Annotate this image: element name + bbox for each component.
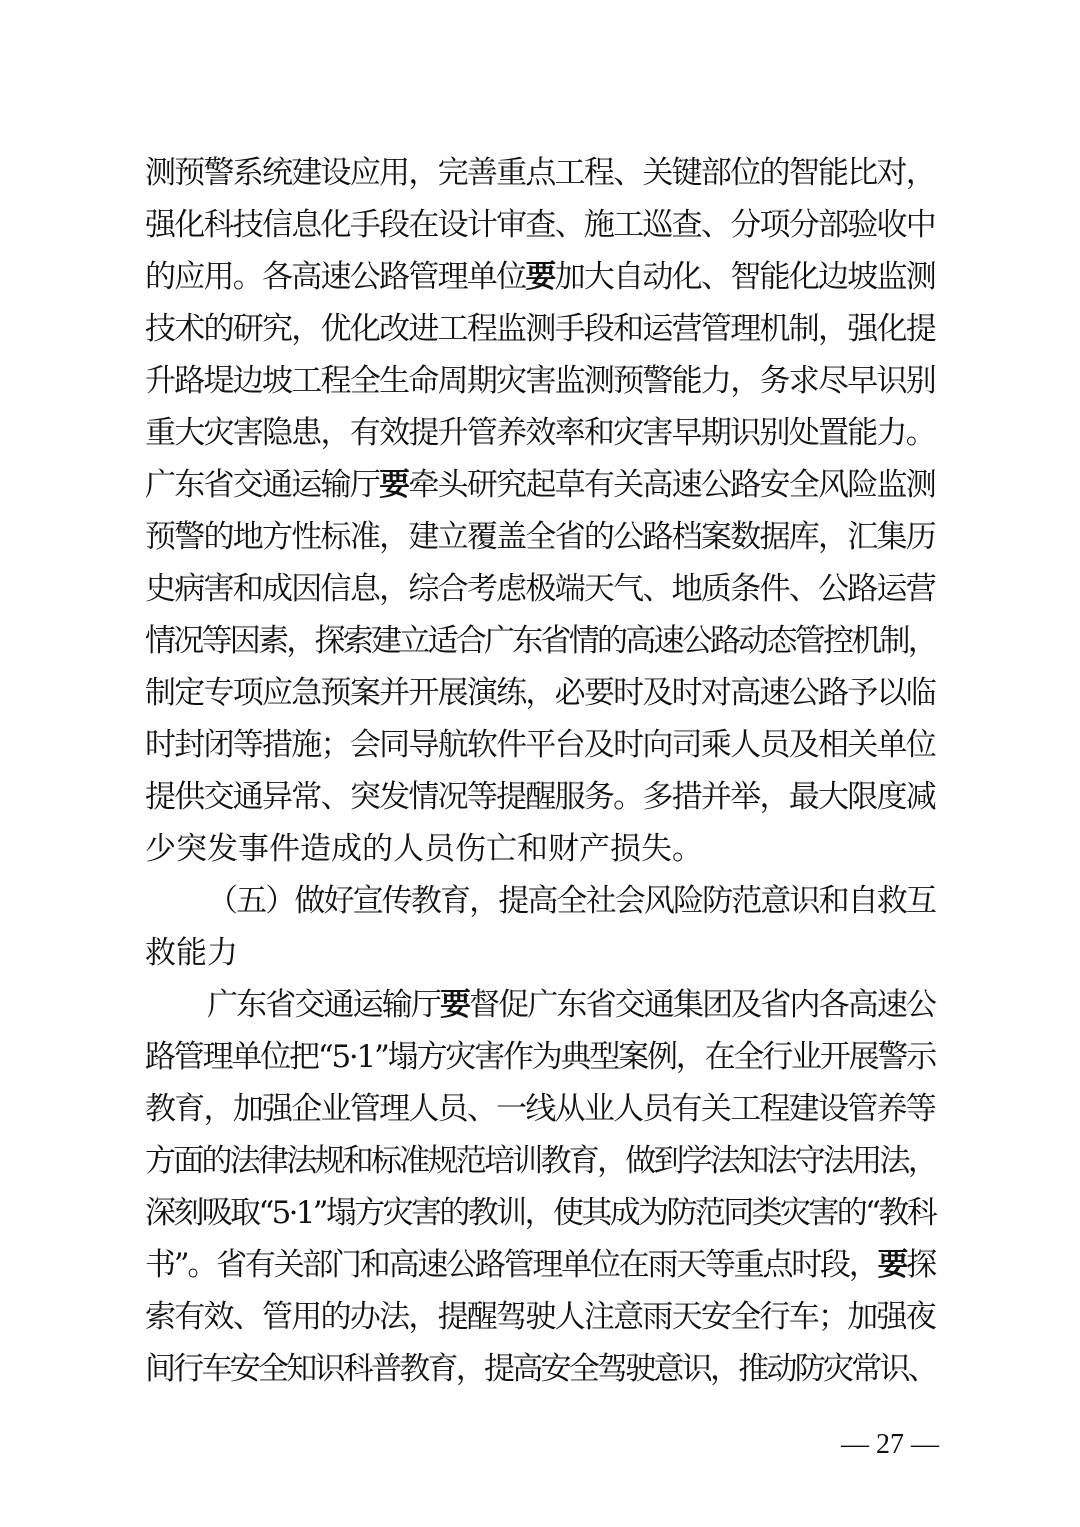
- text-line: 路管理单位把“5·1”塌方灾害作为典型案例，在全行业开展警示: [145, 1039, 935, 1075]
- text-line: 史病害和成因信息，综合考虑极端天气、地质条件、公路运营: [145, 571, 935, 607]
- emphasis-text: 要: [440, 987, 470, 1023]
- text-line: 时封闭等措施；会同导航软件平台及时向司乘人员及相关单位: [145, 727, 935, 763]
- text-segment: 加大自动化、智能化边坡监测: [554, 259, 936, 295]
- text-line: 技术的研究，优化改进工程监测手段和运营管理机制，强化提: [145, 311, 935, 347]
- text-line: 制定专项应急预案并开展演练，必要时及时对高速公路予以临: [145, 675, 935, 711]
- text-line: 教育，加强企业管理人员、一线从业人员有关工程建设管养等: [145, 1091, 935, 1127]
- text-line: 深刻吸取“5·1”塌方灾害的教训，使其成为防范同类灾害的“教科: [145, 1195, 935, 1231]
- text-line: 少突发事件造成的人员伤亡和财产损失。: [145, 831, 703, 867]
- text-segment: 督促广东省交通集团及省内各高速公: [469, 987, 935, 1023]
- page-number: — 27 —: [841, 1429, 939, 1460]
- text-segment: 牵头研究起草有关高速公路安全风险监测: [408, 467, 936, 503]
- text-line: 重大灾害隐患，有效提升管养效率和灾害早期识别处置能力。: [145, 415, 935, 451]
- text-line: [145, 458, 935, 512]
- text-line: 强化科技信息化手段在设计审查、施工巡查、分项分部验收中: [145, 207, 935, 243]
- section-heading: 救能力: [145, 935, 238, 971]
- text-line: 提供交通异常、突发情况等提醒服务。多措并举，最大限度减: [145, 779, 935, 815]
- text-segment: 探: [906, 1247, 935, 1283]
- text-line: 间行车安全知识科普教育，提高安全驾驶意识，推动防灾常识、: [145, 1351, 936, 1387]
- emphasis-text: 要: [877, 1247, 907, 1283]
- text-line: 索有效、管用的办法，提醒驾驶人注意雨天安全行车；加强夜: [145, 1299, 935, 1335]
- text-segment: 书”。省有关部门和高速公路管理单位在雨天等重点时段，: [145, 1247, 878, 1283]
- text-line: 情况等因素，探索建立适合广东省情的高速公路动态管控机制，: [145, 623, 936, 659]
- text-segment: 的应用。各高速公路管理单位: [145, 259, 526, 295]
- text-line: [207, 978, 935, 1032]
- text-segment: 广东省交通运输厅: [145, 467, 380, 503]
- text-line: 方面的法律法规和标准规范培训教育，做到学法知法守法用法，: [145, 1143, 936, 1179]
- emphasis-text: 要: [525, 259, 555, 295]
- text-line: [145, 250, 935, 304]
- emphasis-text: 要: [379, 467, 409, 503]
- text-line: 升路堤边坡工程全生命周期灾害监测预警能力，务求尽早识别: [145, 363, 935, 399]
- text-line: 预警的地方性标准，建立覆盖全省的公路档案数据库，汇集历: [145, 519, 935, 555]
- text-segment: 广东省交通运输厅: [207, 987, 440, 1023]
- section-heading: （五）做好宣传教育，提高全社会风险防范意识和自救互: [207, 883, 935, 919]
- text-line: [145, 1238, 935, 1292]
- text-line: 测预警系统建设应用，完善重点工程、关键部位的智能比对，: [145, 155, 935, 191]
